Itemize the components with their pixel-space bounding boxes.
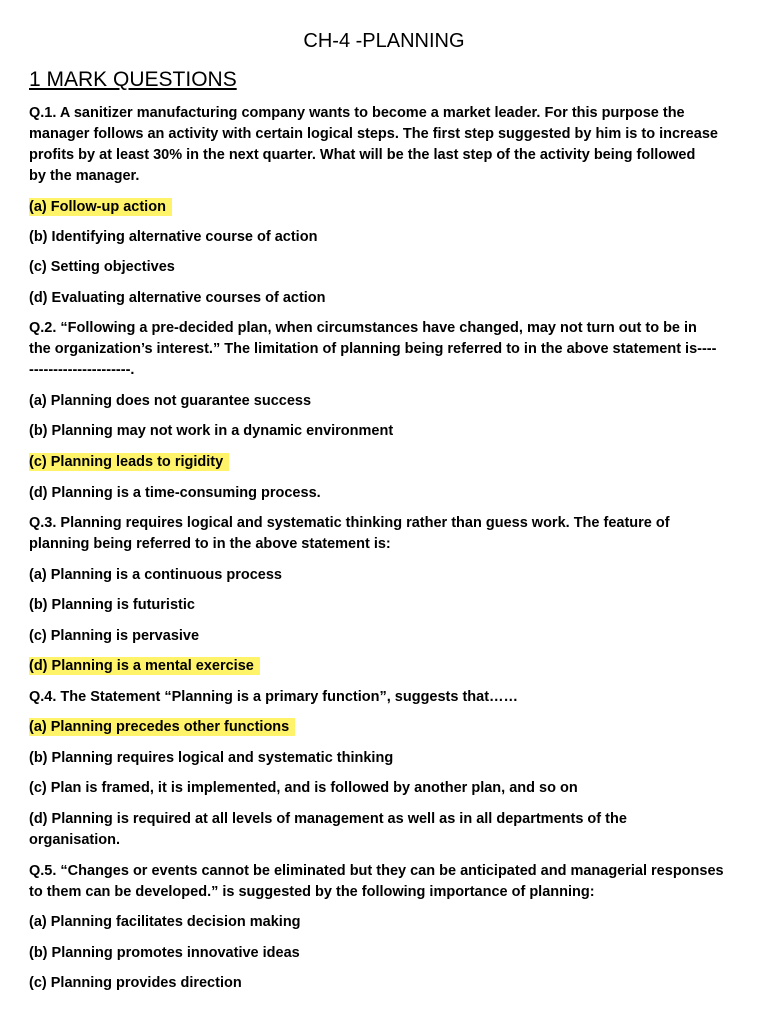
q2-option-d: (d) Planning is a time-consuming process.	[29, 485, 321, 501]
page-title: CH-4 -PLANNING	[303, 30, 465, 52]
q3-option-d	[29, 656, 739, 677]
q3-option-b: (b) Planning is futuristic	[29, 597, 195, 613]
q4-option-d-line-2: organisation.	[29, 832, 121, 848]
q2-line-3: ---------------------.	[29, 362, 135, 378]
q5-line-2: to them can be developed.” is suggested by the following importance of planning:	[29, 884, 595, 900]
q3-option-a: (a) Planning is a continuous process	[29, 567, 282, 583]
q2-option-b: (b) Planning may not work in a dynamic environment	[29, 423, 394, 439]
q1-option-c: (c) Setting objectives	[29, 259, 175, 275]
q5-line-1: Q.5. “Changes or events cannot be eliminated but they can be anticipated and managerial responses	[29, 863, 724, 879]
q1-line-4: by the manager.	[29, 168, 140, 184]
q4-option-a	[29, 717, 739, 738]
q5-option-c: (c) Planning provides direction	[29, 975, 242, 991]
q3-option-c: (c) Planning is pervasive	[29, 628, 200, 644]
answer-highlight: (d) Planning is a mental exercise	[29, 657, 260, 675]
section-heading: 1 MARK QUESTIONS	[29, 68, 237, 91]
q5-option-a: (a) Planning facilitates decision making	[29, 914, 301, 930]
q2-option-a: (a) Planning does not guarantee success	[29, 393, 312, 409]
q4-option-c: (c) Plan is framed, it is implemented, and is followed by another plan, and so on	[29, 780, 578, 796]
answer-highlight: (c) Planning leads to rigidity	[29, 453, 229, 471]
q3-line-2: planning being referred to in the above statement is:	[29, 536, 391, 552]
q5-option-b: (b) Planning promotes innovative ideas	[29, 945, 300, 961]
q4-line-1: Q.4. The Statement “Planning is a primary function”, suggests that……	[29, 689, 519, 705]
answer-highlight: (a) Planning precedes other functions	[29, 718, 295, 736]
q3-line-1: Q.3. Planning requires logical and systematic thinking rather than guess work. The feature of	[29, 515, 670, 531]
q4-option-d-line-1: (d) Planning is required at all levels of management as well as in all departments of the	[29, 811, 627, 827]
q1-option-d: (d) Evaluating alternative courses of action	[29, 290, 326, 306]
q2-option-c	[29, 452, 739, 473]
q1-option-b: (b) Identifying alternative course of action	[29, 229, 318, 245]
q1-line-1: Q.1. A sanitizer manufacturing company wants to become a market leader. For this purpose the	[29, 105, 685, 121]
q1-option-a	[29, 197, 739, 218]
q4-option-b: (b) Planning requires logical and systematic thinking	[29, 750, 394, 766]
q1-line-2: manager follows an activity with certain logical steps. The first step suggested by him is to increase	[29, 126, 718, 142]
q1-line-3: profits by at least 30% in the next quarter. What will be the last step of the activity being followed	[29, 147, 696, 163]
answer-highlight: (a) Follow-up action	[29, 198, 172, 216]
q2-line-2: the organization’s interest.” The limitation of planning being referred to in the above statement is----	[29, 341, 717, 357]
q2-line-1: Q.2. “Following a pre-decided plan, when circumstances have changed, may not turn out to be in	[29, 320, 697, 336]
